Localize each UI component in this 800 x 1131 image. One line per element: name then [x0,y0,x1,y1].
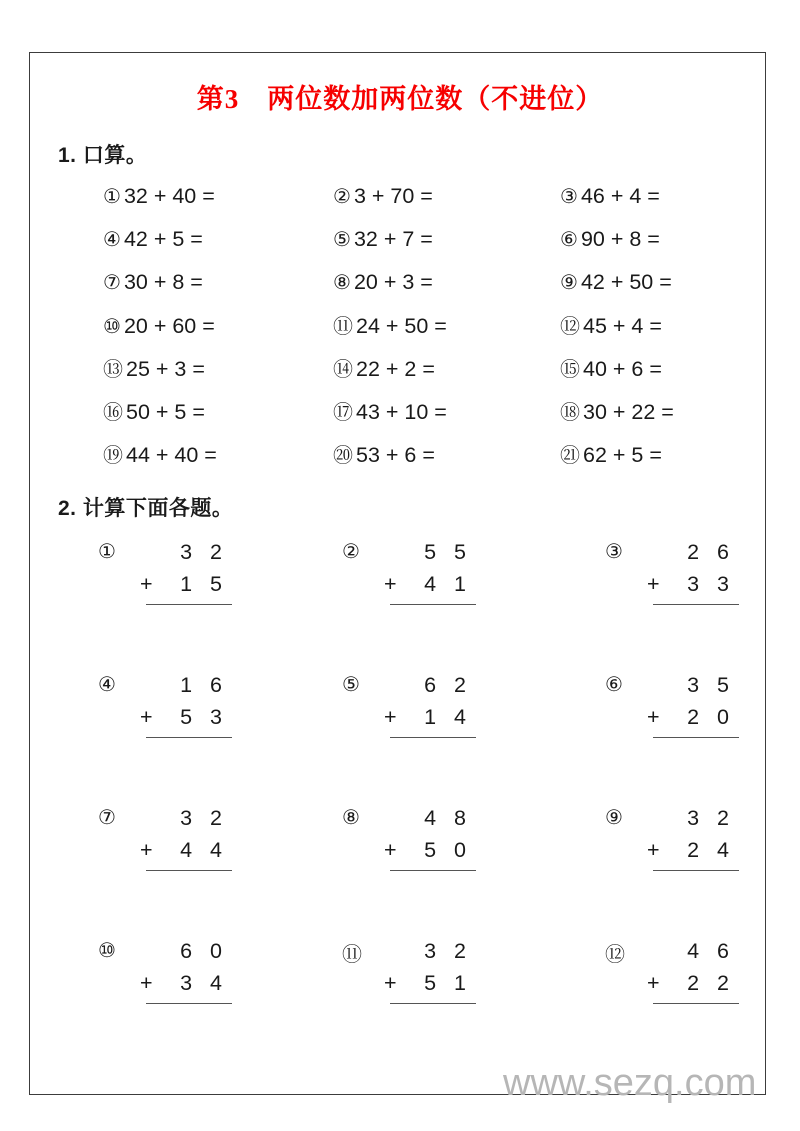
addend-bottom-row [643,834,739,866]
problem-expression: 42 + 5 = [123,227,203,252]
addend-top: 5 5 [424,540,472,564]
sum-rule [146,870,232,871]
oral-problem [560,356,662,383]
addition-stack [643,935,739,1004]
problem-number: ⑩ [103,315,121,338]
problem-expression: 22 + 2 = [356,356,435,381]
addend-bottom: 5 3 [180,705,228,729]
vertical-row [0,935,800,1068]
problem-number: ⑱ [560,401,580,424]
problem-expression: 90 + 8 = [580,227,660,252]
problem-number: ⑯ [103,401,123,424]
oral-problem [560,183,660,210]
oral-problem [560,399,674,426]
problem-expression: 20 + 3 = [353,270,433,295]
addend-bottom: 3 3 [687,572,735,596]
problem-expression: 25 + 3 = [126,356,205,381]
addition-stack [380,669,476,738]
addition-stack [643,536,739,605]
problem-expression: 24 + 50 = [356,313,447,338]
problem-expression: 62 + 5 = [583,443,662,468]
problem-number: ㉑ [560,445,580,468]
addend-bottom-row [380,701,476,733]
plus-operator-icon: + [647,971,660,995]
addition-stack [380,802,476,871]
plus-operator-icon: + [140,705,153,729]
problem-number: ① [103,186,121,208]
addend-bottom-row [380,967,476,999]
problem-number: ① [98,541,116,563]
addition-stack [643,802,739,871]
oral-problem [103,183,215,210]
sum-rule [390,737,476,738]
problem-expression: 43 + 10 = [356,399,447,424]
problem-number: ② [333,186,351,208]
addend-top: 2 6 [687,540,735,564]
problem-expression: 3 + 70 = [353,184,433,208]
problem-expression: 32 + 7 = [353,227,433,252]
problem-number: ③ [560,186,578,208]
problem-number: ⑬ [103,358,123,381]
problem-expression: 42 + 50 = [580,270,672,295]
addend-bottom: 4 1 [424,572,472,596]
sum-rule [653,737,739,738]
addend-top: 3 2 [180,540,228,564]
oral-problem [103,269,203,296]
oral-problem [560,269,672,296]
problem-number: ④ [103,229,121,252]
addend-bottom: 1 4 [424,705,472,729]
plus-operator-icon: + [384,971,397,995]
plus-operator-icon: + [384,572,397,596]
problem-number: ⑭ [333,358,353,381]
plus-operator-icon: + [647,838,660,862]
addend-bottom: 4 4 [180,838,228,862]
vertical-row [0,802,800,935]
problem-number: ⑪ [333,315,353,338]
problem-expression: 40 + 6 = [583,356,662,381]
addend-top: 3 2 [424,939,472,963]
sum-rule [390,870,476,871]
addend-top: 6 2 [424,673,472,697]
addition-stack [380,536,476,605]
addend-bottom: 1 5 [180,572,228,596]
problem-number: ⑧ [342,807,360,829]
problem-number: ⑫ [605,944,625,966]
sum-rule [653,604,739,605]
problem-number: ⑫ [560,315,580,338]
addition-stack [136,536,232,605]
problem-expression: 53 + 6 = [356,443,435,468]
addend-bottom-row [136,967,232,999]
addend-bottom-row [643,701,739,733]
watermark: www.sezq.com [503,1062,757,1104]
plus-operator-icon: + [647,705,660,729]
oral-row [0,226,800,269]
vertical-row [0,536,800,669]
addend-top: 3 2 [687,806,735,830]
oral-problem [333,183,433,210]
problem-number: ⑥ [605,674,623,696]
oral-problem [333,269,433,296]
plus-operator-icon: + [384,705,397,729]
problem-number: ⑩ [98,940,116,962]
addend-top: 4 8 [424,806,472,830]
oral-calculation-grid [0,183,800,485]
addend-bottom-row [380,568,476,600]
vertical-row [0,669,800,802]
oral-problem [333,356,435,383]
problem-number: ⑰ [333,401,353,424]
plus-operator-icon: + [140,572,153,596]
oral-row [0,313,800,356]
problem-number: ⑨ [560,272,578,295]
addition-stack [380,935,476,1004]
problem-number: ② [342,541,360,563]
oral-problem [333,226,433,253]
addend-bottom: 3 4 [180,971,228,995]
problem-expression: 30 + 8 = [123,270,203,295]
problem-number: ⑥ [560,229,578,252]
oral-problem [560,442,662,469]
addend-bottom: 5 1 [424,971,472,995]
sum-rule [653,1003,739,1004]
section-2-heading: 2. 计算下面各题。 [58,497,234,520]
sum-rule [146,1003,232,1004]
problem-expression: 50 + 5 = [126,399,205,424]
addend-bottom-row [136,834,232,866]
addition-stack [136,935,232,1004]
page-title: 第3 两位数加两位数（不进位） [196,84,604,114]
problem-expression: 32 + 40 = [123,184,215,208]
oral-problem [103,313,215,340]
problem-expression: 44 + 40 = [126,443,217,468]
oral-problem [333,442,435,469]
addend-bottom-row [643,568,739,600]
addend-top: 4 6 [687,939,735,963]
oral-problem [333,399,447,426]
addend-bottom-row [380,834,476,866]
addition-stack [136,802,232,871]
oral-problem [103,226,203,253]
plus-operator-icon: + [140,971,153,995]
problem-number: ⑪ [342,944,362,966]
sum-rule [146,737,232,738]
addend-top: 6 0 [180,939,228,963]
problem-expression: 45 + 4 = [583,313,662,338]
problem-number: ⑦ [98,807,116,829]
addend-bottom: 2 2 [687,971,735,995]
problem-number: ⑲ [103,445,123,468]
oral-row [0,442,800,485]
oral-problem [103,356,205,383]
addend-top: 3 2 [180,806,228,830]
oral-row [0,356,800,399]
problem-expression: 20 + 60 = [123,313,215,338]
oral-row [0,269,800,312]
sum-rule [146,604,232,605]
problem-expression: 30 + 22 = [583,399,674,424]
addend-bottom-row [136,568,232,600]
oral-row [0,399,800,442]
addend-bottom: 2 0 [687,705,735,729]
problem-number: ⑧ [333,272,351,295]
sum-rule [390,1003,476,1004]
sum-rule [653,870,739,871]
oral-problem [103,399,205,426]
problem-number: ⑦ [103,272,121,295]
oral-problem [103,442,217,469]
plus-operator-icon: + [140,838,153,862]
problem-number: ⑳ [333,445,353,468]
oral-row [0,183,800,226]
addition-stack [643,669,739,738]
problem-number: ⑤ [342,674,360,696]
problem-number: ⑤ [333,229,351,252]
addend-top: 1 6 [180,673,228,697]
addition-stack [136,669,232,738]
sum-rule [390,604,476,605]
vertical-calculation-grid [0,536,800,1068]
problem-expression: 46 + 4 = [580,184,660,208]
addend-top: 3 5 [687,673,735,697]
problem-number: ④ [98,674,116,696]
problem-number: ⑨ [605,807,623,829]
oral-problem [333,313,447,340]
problem-number: ③ [605,541,623,563]
plus-operator-icon: + [384,838,397,862]
section-1-heading: 1. 口算。 [58,144,148,167]
addend-bottom: 5 0 [424,838,472,862]
problem-number: ⑮ [560,358,580,381]
addend-bottom-row [643,967,739,999]
oral-problem [560,313,662,340]
addend-bottom-row [136,701,232,733]
plus-operator-icon: + [647,572,660,596]
oral-problem [560,226,660,253]
addend-bottom: 2 4 [687,838,735,862]
